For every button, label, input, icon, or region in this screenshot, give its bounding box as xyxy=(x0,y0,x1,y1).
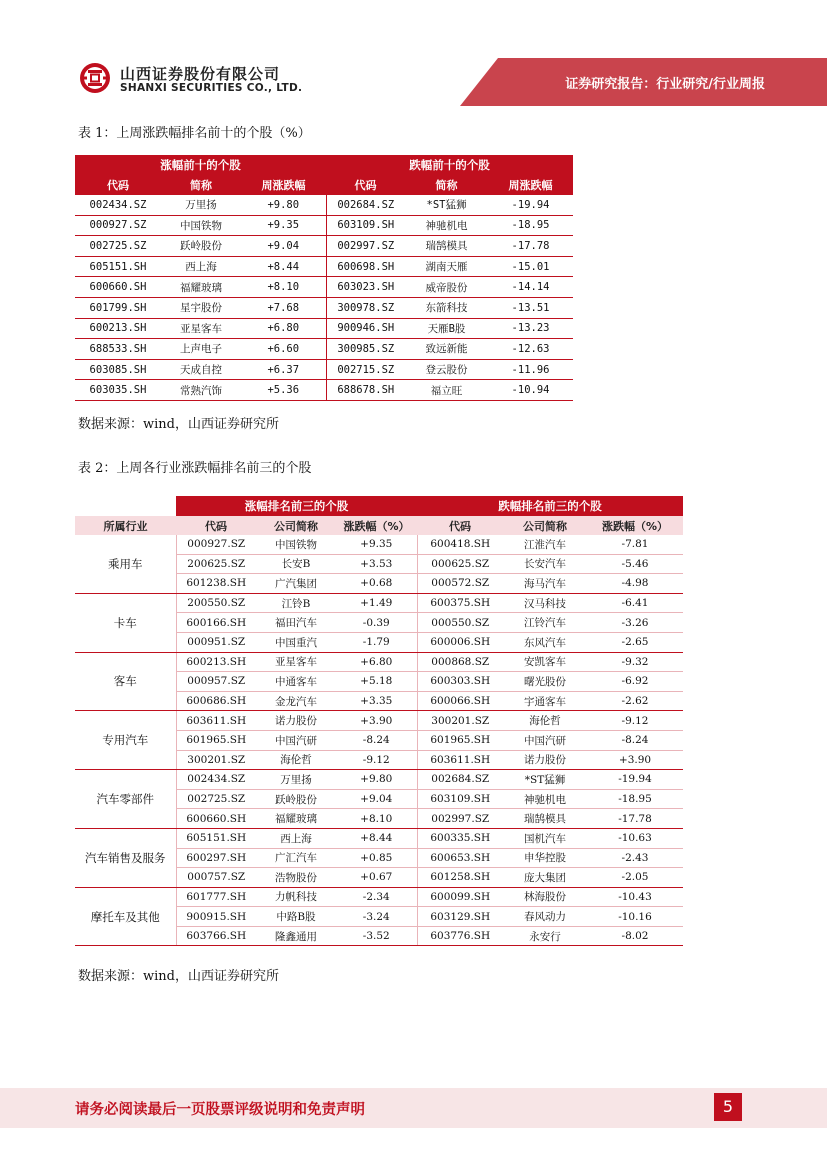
table-cell: -2.65 xyxy=(587,632,683,652)
table-cell: 长安汽车 xyxy=(503,554,587,574)
table-cell: -9.12 xyxy=(336,750,417,770)
table-cell: 宇通客车 xyxy=(503,691,587,711)
table-cell: 福耀玻璃 xyxy=(256,809,336,829)
industry-label: 乘用车 xyxy=(75,535,176,593)
table-cell: 江铃汽车 xyxy=(503,613,587,633)
table-cell: -2.62 xyxy=(587,691,683,711)
table-cell: 庞大集团 xyxy=(503,868,587,888)
table-cell: 东箭科技 xyxy=(405,297,488,318)
industry-label: 卡车 xyxy=(75,593,176,652)
table1-group-up: 涨幅前十的个股 xyxy=(75,155,326,175)
table-cell: -9.12 xyxy=(587,711,683,731)
table-cell: 威帝股份 xyxy=(405,277,488,298)
table-cell: 申华控股 xyxy=(503,848,587,868)
table-row xyxy=(75,828,683,848)
table-cell: 力帆科技 xyxy=(256,887,336,907)
table-cell: -8.24 xyxy=(587,730,683,750)
report-type: 证券研究报告：行业研究/行业周报 xyxy=(565,77,765,92)
table-cell: 300985.SZ xyxy=(326,339,405,360)
table-cell: 600698.SH xyxy=(326,256,405,277)
table-cell: 广汽集团 xyxy=(256,574,336,594)
industry-label: 汽车销售及服务 xyxy=(75,828,176,887)
table1-column-header: 代码 xyxy=(75,175,161,195)
table-cell: -14.14 xyxy=(488,277,573,298)
table-row xyxy=(75,711,683,731)
table-cell: 600213.SH xyxy=(75,318,161,339)
table-cell: 登云股份 xyxy=(405,359,488,380)
table-row xyxy=(75,256,573,277)
table1-caption: 表 1：上周涨跌幅排名前十的个股（%） xyxy=(78,126,311,141)
table-cell: -13.51 xyxy=(488,297,573,318)
table-cell: -17.78 xyxy=(488,236,573,257)
table-cell: -3.52 xyxy=(336,926,417,946)
table-cell: 600066.SH xyxy=(417,691,503,711)
table-cell: +9.80 xyxy=(241,195,326,215)
page-number: 5 xyxy=(714,1093,742,1121)
table-cell: 海伦哲 xyxy=(503,711,587,731)
table-cell: 000572.SZ xyxy=(417,574,503,594)
table1-column-header: 周涨跌幅 xyxy=(241,175,326,195)
table-cell: +8.44 xyxy=(241,256,326,277)
table-cell: 林海股份 xyxy=(503,887,587,907)
table-cell: 601799.SH xyxy=(75,297,161,318)
table1-column-header: 简称 xyxy=(405,175,488,195)
table-row xyxy=(75,887,683,907)
table-cell: +0.68 xyxy=(336,574,417,594)
table-cell: 603109.SH xyxy=(326,215,405,236)
table2-group-down: 跌幅排名前三的个股 xyxy=(417,496,683,516)
table-cell: 603611.SH xyxy=(417,750,503,770)
table-cell: 浩物股份 xyxy=(256,868,336,888)
table-cell: 601965.SH xyxy=(417,730,503,750)
table-cell: 605151.SH xyxy=(75,256,161,277)
table-cell: -7.81 xyxy=(587,535,683,554)
table-cell: 神驰机电 xyxy=(405,215,488,236)
table-cell: +5.36 xyxy=(241,380,326,401)
table-cell: 福立旺 xyxy=(405,380,488,401)
table-cell: 天雁B股 xyxy=(405,318,488,339)
table-cell: 中国铁物 xyxy=(256,535,336,554)
table-cell: 002434.SZ xyxy=(75,195,161,215)
industry-label: 客车 xyxy=(75,652,176,711)
table1 xyxy=(75,155,573,401)
table-row xyxy=(75,652,683,672)
table2-column-header: 代码 xyxy=(417,516,503,535)
table-cell: 安凯客车 xyxy=(503,652,587,672)
table-cell: 000625.SZ xyxy=(417,554,503,574)
table-cell: 长安B xyxy=(256,554,336,574)
company-name-en: SHANXI SECURITIES CO., LTD. xyxy=(120,82,303,94)
table-cell: 600297.SH xyxy=(176,848,256,868)
table-cell: 603085.SH xyxy=(75,359,161,380)
table-cell: +9.80 xyxy=(336,770,417,790)
table-cell: +6.37 xyxy=(241,359,326,380)
table-cell: -9.32 xyxy=(587,652,683,672)
table-cell: 隆鑫通用 xyxy=(256,926,336,946)
table-cell: 中国铁物 xyxy=(161,215,241,236)
table-cell: +5.18 xyxy=(336,672,417,692)
table-cell: 000868.SZ xyxy=(417,652,503,672)
table-cell: 002684.SZ xyxy=(326,195,405,215)
table-cell: 300201.SZ xyxy=(417,711,503,731)
table-cell: 亚星客车 xyxy=(161,318,241,339)
table-cell: 东风汽车 xyxy=(503,632,587,652)
table-cell: 000951.SZ xyxy=(176,632,256,652)
table-cell: +6.80 xyxy=(241,318,326,339)
table2-source: 数据来源：wind，山西证券研究所 xyxy=(78,969,279,984)
table-cell: 900915.SH xyxy=(176,907,256,927)
table-cell: -18.95 xyxy=(488,215,573,236)
table-cell: +7.68 xyxy=(241,297,326,318)
table-row xyxy=(75,770,683,790)
table2-group-up: 涨幅排名前三的个股 xyxy=(176,496,417,516)
table-cell: 星宇股份 xyxy=(161,297,241,318)
table2-column-header: 所属行业 xyxy=(75,516,176,535)
table-cell: *ST猛狮 xyxy=(503,770,587,790)
table-cell: 000927.SZ xyxy=(176,535,256,554)
table-cell: -15.01 xyxy=(488,256,573,277)
table-cell: 300201.SZ xyxy=(176,750,256,770)
table-cell: 海马汽车 xyxy=(503,574,587,594)
table2 xyxy=(75,496,683,946)
table-cell: 诺力股份 xyxy=(503,750,587,770)
table2-caption: 表 2：上周各行业涨跌幅排名前三的个股 xyxy=(78,461,312,476)
table-cell: 曙光股份 xyxy=(503,672,587,692)
table-cell: 002684.SZ xyxy=(417,770,503,790)
table-cell: 000550.SZ xyxy=(417,613,503,633)
table-cell: 西上海 xyxy=(256,828,336,848)
table-cell: 002715.SZ xyxy=(326,359,405,380)
table-cell: +1.49 xyxy=(336,593,417,613)
table-cell: 603023.SH xyxy=(326,277,405,298)
table-row xyxy=(75,535,683,554)
table-cell: +9.04 xyxy=(241,236,326,257)
table-cell: -3.26 xyxy=(587,613,683,633)
table-cell: -2.43 xyxy=(587,848,683,868)
table-cell: 中路B股 xyxy=(256,907,336,927)
table2-corner xyxy=(75,496,176,516)
table-cell: -10.16 xyxy=(587,907,683,927)
table-row xyxy=(75,277,573,298)
page-header xyxy=(0,0,827,112)
table-cell: 金龙汽车 xyxy=(256,691,336,711)
table-cell: 900946.SH xyxy=(326,318,405,339)
table-row xyxy=(75,236,573,257)
table-cell: *ST猛狮 xyxy=(405,195,488,215)
table-cell: +3.53 xyxy=(336,554,417,574)
table-cell: 601777.SH xyxy=(176,887,256,907)
table-cell: 002725.SZ xyxy=(176,789,256,809)
table-cell: -3.24 xyxy=(336,907,417,927)
table-cell: 中通客车 xyxy=(256,672,336,692)
table-cell: -2.05 xyxy=(587,868,683,888)
table-cell: 600686.SH xyxy=(176,691,256,711)
table-cell: 600006.SH xyxy=(417,632,503,652)
table-cell: -19.94 xyxy=(488,195,573,215)
table-cell: 瑞鹄模具 xyxy=(405,236,488,257)
table-cell: 601238.SH xyxy=(176,574,256,594)
table-cell: 200550.SZ xyxy=(176,593,256,613)
table-cell: 跃岭股份 xyxy=(256,789,336,809)
table-cell: -8.24 xyxy=(336,730,417,750)
table-cell: 江淮汽车 xyxy=(503,535,587,554)
table-cell: -6.92 xyxy=(587,672,683,692)
table-cell: 600418.SH xyxy=(417,535,503,554)
table-cell: 002997.SZ xyxy=(417,809,503,829)
table-row xyxy=(75,318,573,339)
table-cell: -1.79 xyxy=(336,632,417,652)
table2-column-header: 涨跌幅（%） xyxy=(587,516,683,535)
table-cell: -4.98 xyxy=(587,574,683,594)
company-logo-icon xyxy=(79,62,111,94)
table1-column-header: 代码 xyxy=(326,175,405,195)
table-cell: 中国重汽 xyxy=(256,632,336,652)
table-row xyxy=(75,359,573,380)
table-cell: 春风动力 xyxy=(503,907,587,927)
table-cell: 600099.SH xyxy=(417,887,503,907)
table2-column-header: 涨跌幅（%） xyxy=(336,516,417,535)
table-cell: 000957.SZ xyxy=(176,672,256,692)
table-row xyxy=(75,380,573,401)
table-cell: 神驰机电 xyxy=(503,789,587,809)
table-cell: 福耀玻璃 xyxy=(161,277,241,298)
table-cell: 海伦哲 xyxy=(256,750,336,770)
table-cell: 603776.SH xyxy=(417,926,503,946)
table-cell: -10.43 xyxy=(587,887,683,907)
table-cell: 诺力股份 xyxy=(256,711,336,731)
table-cell: 600335.SH xyxy=(417,828,503,848)
table-cell: 600375.SH xyxy=(417,593,503,613)
table-cell: +6.80 xyxy=(336,652,417,672)
table-cell: 603766.SH xyxy=(176,926,256,946)
table-cell: 万里扬 xyxy=(161,195,241,215)
table-cell: 300978.SZ xyxy=(326,297,405,318)
table-cell: -10.63 xyxy=(587,828,683,848)
table-cell: 603611.SH xyxy=(176,711,256,731)
table-row xyxy=(75,297,573,318)
table-cell: 瑞鹄模具 xyxy=(503,809,587,829)
table-cell: -19.94 xyxy=(587,770,683,790)
table-cell: -13.23 xyxy=(488,318,573,339)
table-cell: -12.63 xyxy=(488,339,573,360)
table-cell: -2.34 xyxy=(336,887,417,907)
table-cell: 600660.SH xyxy=(75,277,161,298)
table-cell: 601965.SH xyxy=(176,730,256,750)
industry-label: 专用汽车 xyxy=(75,711,176,770)
table-cell: 000927.SZ xyxy=(75,215,161,236)
table-cell: 福田汽车 xyxy=(256,613,336,633)
table-cell: +8.10 xyxy=(336,809,417,829)
table1-column-header: 简称 xyxy=(161,175,241,195)
industry-label: 汽车零部件 xyxy=(75,770,176,829)
table1-column-header: 周涨跌幅 xyxy=(488,175,573,195)
table1-source: 数据来源：wind，山西证券研究所 xyxy=(78,417,279,432)
table-cell: 600653.SH xyxy=(417,848,503,868)
table-cell: 002434.SZ xyxy=(176,770,256,790)
table-cell: 605151.SH xyxy=(176,828,256,848)
table-cell: 广汇汽车 xyxy=(256,848,336,868)
table-cell: 002997.SZ xyxy=(326,236,405,257)
table-cell: +8.10 xyxy=(241,277,326,298)
table-cell: 000757.SZ xyxy=(176,868,256,888)
company-name-cn: 山西证券股份有限公司 xyxy=(120,65,281,83)
table-cell: 603109.SH xyxy=(417,789,503,809)
table-cell: 688678.SH xyxy=(326,380,405,401)
table-cell: 万里扬 xyxy=(256,770,336,790)
table-cell: -6.41 xyxy=(587,593,683,613)
table-cell: 国机汽车 xyxy=(503,828,587,848)
table-cell: +3.35 xyxy=(336,691,417,711)
industry-label: 摩托车及其他 xyxy=(75,887,176,946)
table-cell: -8.02 xyxy=(587,926,683,946)
table-cell: 200625.SZ xyxy=(176,554,256,574)
table-cell: 600213.SH xyxy=(176,652,256,672)
table-row xyxy=(75,195,573,215)
table-cell: 致远新能 xyxy=(405,339,488,360)
table-row xyxy=(75,339,573,360)
table-cell: -18.95 xyxy=(587,789,683,809)
table-cell: 002725.SZ xyxy=(75,236,161,257)
table-cell: -11.96 xyxy=(488,359,573,380)
table-cell: -10.94 xyxy=(488,380,573,401)
table-cell: 永安行 xyxy=(503,926,587,946)
table1-group-down: 跌幅前十的个股 xyxy=(326,155,573,175)
table-cell: +3.90 xyxy=(336,711,417,731)
table-cell: 600166.SH xyxy=(176,613,256,633)
table-cell: +9.35 xyxy=(336,535,417,554)
table-cell: 603129.SH xyxy=(417,907,503,927)
table-row xyxy=(75,593,683,613)
table-cell: +3.90 xyxy=(587,750,683,770)
table2-column-header: 代码 xyxy=(176,516,256,535)
table-cell: +9.35 xyxy=(241,215,326,236)
table-cell: 603035.SH xyxy=(75,380,161,401)
table-cell: 西上海 xyxy=(161,256,241,277)
table2-column-header: 公司简称 xyxy=(256,516,336,535)
table-cell: -0.39 xyxy=(336,613,417,633)
table-row xyxy=(75,215,573,236)
table-cell: 天成自控 xyxy=(161,359,241,380)
table-cell: 亚星客车 xyxy=(256,652,336,672)
table-cell: 跃岭股份 xyxy=(161,236,241,257)
table-cell: +6.60 xyxy=(241,339,326,360)
table-cell: +0.67 xyxy=(336,868,417,888)
table-cell: 中国汽研 xyxy=(256,730,336,750)
table-cell: 江铃B xyxy=(256,593,336,613)
table-cell: 600660.SH xyxy=(176,809,256,829)
table-cell: 湖南天雁 xyxy=(405,256,488,277)
table-cell: +9.04 xyxy=(336,789,417,809)
table-cell: 汉马科技 xyxy=(503,593,587,613)
table-cell: +0.85 xyxy=(336,848,417,868)
table-cell: 601258.SH xyxy=(417,868,503,888)
table-cell: 中国汽研 xyxy=(503,730,587,750)
table-cell: 688533.SH xyxy=(75,339,161,360)
table-cell: 600303.SH xyxy=(417,672,503,692)
table-cell: -5.46 xyxy=(587,554,683,574)
table-cell: 常熟汽饰 xyxy=(161,380,241,401)
table-cell: -17.78 xyxy=(587,809,683,829)
table-cell: +8.44 xyxy=(336,828,417,848)
table-cell: 上声电子 xyxy=(161,339,241,360)
table2-column-header: 公司简称 xyxy=(503,516,587,535)
footer-disclaimer: 请务必阅读最后一页股票评级说明和免责声明 xyxy=(75,1102,365,1118)
